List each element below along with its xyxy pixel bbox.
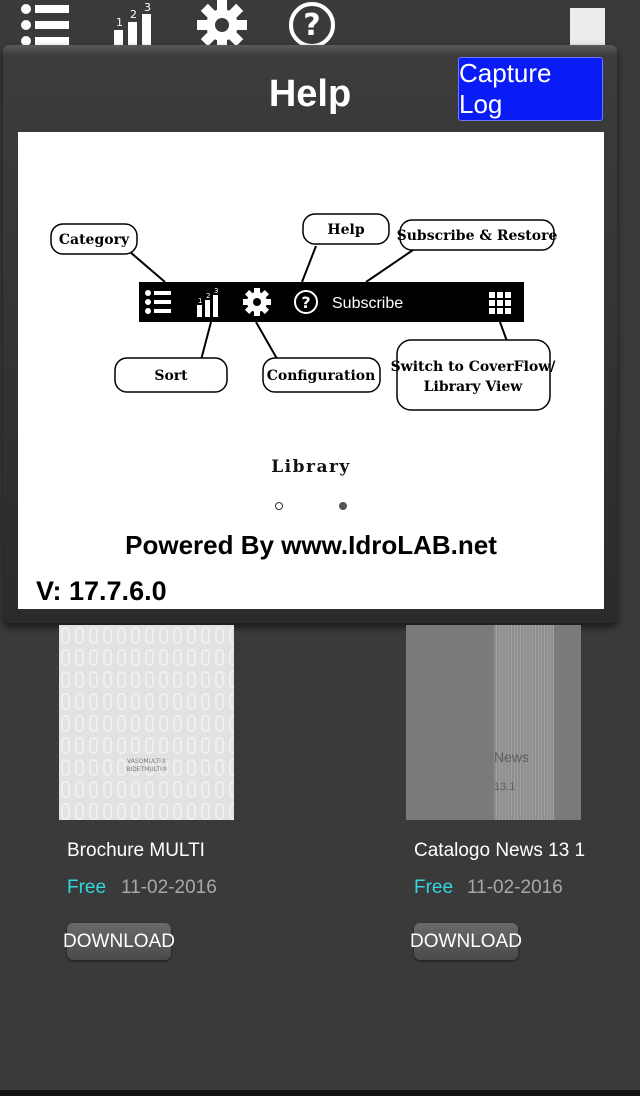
cover-text-line1: VASOMULTI® bbox=[127, 758, 167, 765]
category-list-icon[interactable] bbox=[16, 2, 72, 48]
help-dialog bbox=[3, 45, 617, 623]
svg-text:1: 1 bbox=[198, 297, 203, 305]
help-content-panel bbox=[18, 132, 604, 609]
callout-subscribe-restore: Subscribe & Restore bbox=[396, 228, 558, 244]
item-date: 11-02-2016 bbox=[121, 877, 217, 898]
callout-switch-view-line2: Library View bbox=[423, 379, 523, 395]
view-toggle-icon[interactable] bbox=[570, 8, 605, 46]
download-button[interactable]: DOWNLOAD bbox=[67, 923, 171, 960]
gear-icon[interactable] bbox=[194, 2, 250, 48]
download-button[interactable]: DOWNLOAD bbox=[414, 923, 518, 960]
powered-by-text: Powered By www.IdroLAB.net bbox=[125, 530, 497, 560]
diagram-grid-icon bbox=[489, 292, 511, 314]
diagram-subscribe-label: Subscribe bbox=[332, 295, 404, 312]
callout-switch-view-line1: Switch to CoverFlow/ bbox=[390, 359, 556, 375]
cover-text-line1: News bbox=[494, 749, 530, 765]
toolbar-help-diagram bbox=[18, 132, 604, 452]
page-dot-1[interactable] bbox=[275, 502, 283, 510]
cover-thumbnail[interactable] bbox=[406, 625, 581, 820]
item-price: Free bbox=[414, 877, 454, 898]
callout-help: Help bbox=[327, 222, 365, 238]
sort-icon[interactable] bbox=[106, 2, 162, 48]
item-title[interactable]: Brochure MULTI bbox=[67, 840, 205, 861]
dialog-title: Help bbox=[268, 73, 352, 115]
svg-text:3: 3 bbox=[214, 287, 219, 295]
capture-log-button[interactable]: Capture Log bbox=[458, 57, 603, 121]
section-title: Library bbox=[271, 457, 351, 477]
item-title[interactable]: Catalogo News 13 1 bbox=[414, 840, 586, 861]
callout-category: Category bbox=[58, 232, 130, 248]
svg-text:?: ? bbox=[303, 8, 321, 43]
page-dot-2[interactable] bbox=[339, 502, 347, 510]
svg-text:2: 2 bbox=[206, 292, 211, 300]
svg-text:2: 2 bbox=[130, 8, 137, 21]
svg-text:?: ? bbox=[301, 293, 311, 312]
diagram-category-icon bbox=[145, 290, 171, 314]
bottom-edge bbox=[0, 1090, 640, 1096]
callout-sort: Sort bbox=[154, 368, 188, 384]
item-price: Free bbox=[67, 877, 107, 898]
item-date: 11-02-2016 bbox=[467, 877, 563, 898]
cover-text-line2: 13.1 bbox=[494, 781, 516, 793]
cover-text-line2: BIDETMULTI® bbox=[126, 766, 168, 773]
cover-thumbnail[interactable] bbox=[59, 625, 234, 820]
svg-text:3: 3 bbox=[144, 2, 151, 14]
diagram-gear-icon bbox=[243, 288, 271, 316]
version-text: V: 17.7.6.0 bbox=[36, 576, 167, 606]
callout-configuration: Configuration bbox=[266, 368, 376, 384]
help-icon[interactable] bbox=[284, 2, 340, 48]
svg-text:1: 1 bbox=[116, 16, 123, 29]
